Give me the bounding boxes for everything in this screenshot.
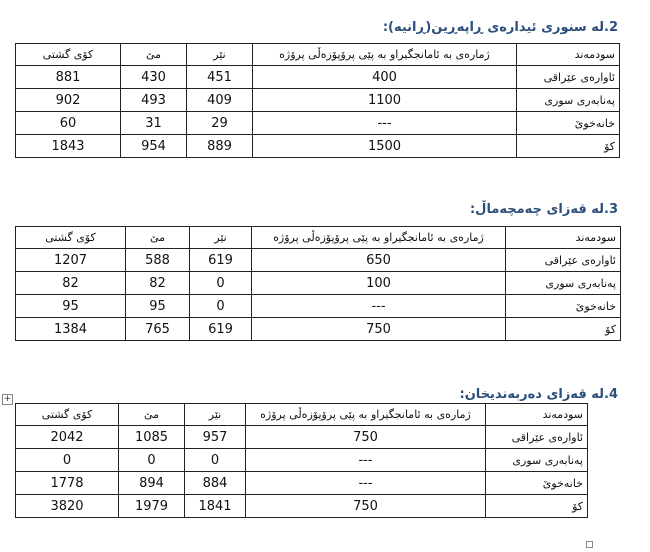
table-cell: پەنابەری سوری — [486, 449, 588, 472]
table-cell: ئاوارەی عێراقی — [517, 66, 620, 89]
table-cell: پەنابەری سوری — [517, 89, 620, 112]
section-number: 3. — [604, 202, 618, 217]
section-title: لە قەزای چەمچەماڵ: — [469, 202, 604, 217]
section-number: 4. — [604, 387, 618, 402]
table-cell: 3820 — [16, 495, 119, 518]
table-row — [16, 318, 621, 341]
table-row — [16, 135, 620, 158]
table-header-row — [16, 227, 621, 249]
table-row — [16, 249, 621, 272]
header-cell: ژمارەی بە ئامانجگیراو بە پێی پرۆپۆزەڵی پرۆژە — [246, 404, 486, 426]
beneficiaries-table — [15, 226, 621, 341]
beneficiaries-table — [15, 43, 620, 158]
table-cell: 1841 — [185, 495, 246, 518]
table-cell: کۆ — [506, 318, 621, 341]
table-cell: 1384 — [16, 318, 126, 341]
table-cell: 0 — [190, 272, 252, 295]
section-heading — [383, 20, 618, 35]
table-cell: ئاوارەی عێراقی — [506, 249, 621, 272]
table-cell: 0 — [185, 449, 246, 472]
table-cell: خانەخوێ — [517, 112, 620, 135]
table-row — [16, 449, 588, 472]
table-header-row — [16, 44, 620, 66]
header-cell: مێ — [126, 227, 190, 249]
table-cell: 889 — [187, 135, 253, 158]
table-header-row — [16, 404, 588, 426]
table-cell: کۆ — [486, 495, 588, 518]
table-cell: 588 — [126, 249, 190, 272]
table-cell: 0 — [119, 449, 185, 472]
table-cell: 902 — [16, 89, 121, 112]
table-cell: 1843 — [16, 135, 121, 158]
header-cell: سودمەند — [506, 227, 621, 249]
section-title: لە سنوری ئیدارەی ڕاپەڕین(ڕانیە): — [382, 20, 604, 35]
table-cell: 1100 — [253, 89, 517, 112]
table-cell: 1500 — [253, 135, 517, 158]
header-cell: کۆی گشتی — [16, 227, 126, 249]
table-cell: 29 — [187, 112, 253, 135]
table-cell: خانەخوێ — [486, 472, 588, 495]
table-row — [16, 472, 588, 495]
table-cell: 765 — [126, 318, 190, 341]
table-cell: 100 — [252, 272, 506, 295]
table-cell: 82 — [126, 272, 190, 295]
section-title: لە قەزای دەربەندیخان: — [459, 387, 604, 402]
table-row — [16, 495, 588, 518]
header-cell: نێر — [190, 227, 252, 249]
table-cell: 750 — [246, 426, 486, 449]
table-cell: 82 — [16, 272, 126, 295]
table-row — [16, 112, 620, 135]
table-cell: --- — [246, 449, 486, 472]
table-cell: 0 — [16, 449, 119, 472]
table-cell: 31 — [121, 112, 187, 135]
table-cell: 1207 — [16, 249, 126, 272]
table-cell: 95 — [126, 295, 190, 318]
table-row — [16, 272, 621, 295]
header-cell: کۆی گشتی — [16, 44, 121, 66]
table-cell: 493 — [121, 89, 187, 112]
table-cell: 619 — [190, 249, 252, 272]
table-cell: کۆ — [517, 135, 620, 158]
header-cell: نێر — [185, 404, 246, 426]
header-cell: ژمارەی بە ئامانجگیراو بە پێی پرۆپۆزەڵی پرۆژە — [253, 44, 517, 66]
header-cell: کۆی گشتی — [16, 404, 119, 426]
move-icon[interactable] — [2, 394, 13, 405]
resize-handle[interactable] — [586, 541, 593, 548]
table-cell: 400 — [253, 66, 517, 89]
section-heading — [470, 202, 618, 217]
table-row — [16, 66, 620, 89]
table-cell: 95 — [16, 295, 126, 318]
table-cell: 60 — [16, 112, 121, 135]
table-cell: پەنابەری سوری — [506, 272, 621, 295]
table-row — [16, 89, 620, 112]
header-cell: سودمەند — [486, 404, 588, 426]
section-number: 2. — [604, 20, 618, 35]
header-cell: نێر — [187, 44, 253, 66]
table-cell: 430 — [121, 66, 187, 89]
header-cell: سودمەند — [517, 44, 620, 66]
table-cell: ئاوارەی عێراقی — [486, 426, 588, 449]
table-cell: 2042 — [16, 426, 119, 449]
table-cell: 619 — [190, 318, 252, 341]
table-cell: 881 — [16, 66, 121, 89]
table-cell: 451 — [187, 66, 253, 89]
table-cell: خانەخوێ — [506, 295, 621, 318]
table-cell: 750 — [252, 318, 506, 341]
table-cell: --- — [252, 295, 506, 318]
table-cell: 954 — [121, 135, 187, 158]
header-cell: مێ — [119, 404, 185, 426]
table-cell: --- — [253, 112, 517, 135]
table-cell: 650 — [252, 249, 506, 272]
table-cell: 1979 — [119, 495, 185, 518]
header-cell: ژمارەی بە ئامانجگیراو بە پێی پرۆپۆزەڵی پرۆژە — [252, 227, 506, 249]
table-row — [16, 295, 621, 318]
section-heading — [460, 387, 618, 402]
table-cell: 0 — [190, 295, 252, 318]
beneficiaries-table — [15, 403, 588, 518]
table-cell: 409 — [187, 89, 253, 112]
table-cell: 894 — [119, 472, 185, 495]
table-cell: 1085 — [119, 426, 185, 449]
table-row — [16, 426, 588, 449]
header-cell: مێ — [121, 44, 187, 66]
table-cell: 1778 — [16, 472, 119, 495]
table-cell: --- — [246, 472, 486, 495]
table-cell: 750 — [246, 495, 486, 518]
table-cell: 884 — [185, 472, 246, 495]
move-glyph: + — [3, 394, 12, 404]
table-cell: 957 — [185, 426, 246, 449]
